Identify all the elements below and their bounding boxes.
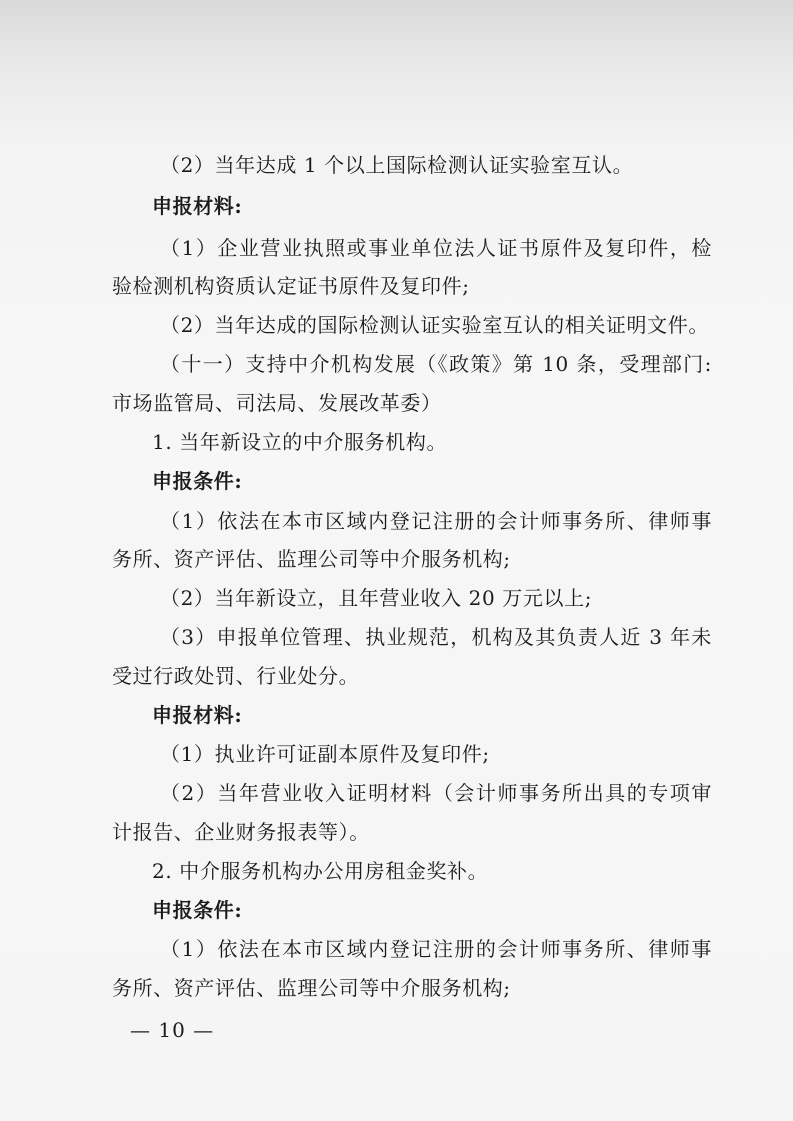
section-heading: 申报材料: — [152, 194, 243, 218]
text-line: 务所、资产评估、监理公司等中介服务机构; — [112, 976, 511, 1000]
text-line: 受过行政处罚、行业处分。 — [112, 664, 360, 688]
text-line: 务所、资产评估、监理公司等中介服务机构; — [112, 547, 511, 571]
section-title: （十一）支持中介机构发展（《政策》第 10 条，受理部门: — [160, 352, 712, 376]
section-heading: 申报条件: — [152, 898, 243, 922]
text-line: （1）执业许可证副本原件及复印件; — [160, 742, 490, 766]
text-line: （2）当年达成的国际检测认证实验室互认的相关证明文件。 — [160, 313, 709, 337]
item-title: 2. 中介服务机构办公用房租金奖补。 — [152, 859, 489, 883]
text-line: （2）当年营业收入证明材料（会计师事务所出具的专项审 — [160, 781, 712, 805]
text-line: （1）依法在本市区域内登记注册的会计师事务所、律师事 — [160, 509, 712, 533]
item-title: 1. 当年新设立的中介服务机构。 — [152, 430, 448, 454]
text-line: （1）企业营业执照或事业单位法人证书原件及复印件，检 — [160, 236, 712, 260]
section-heading: 申报条件: — [152, 469, 243, 493]
text-line: （2）当年达成 1 个以上国际检测认证实验室互认。 — [160, 153, 634, 177]
page-number: — 10 — — [130, 1018, 215, 1042]
text-line: （2）当年新设立，且年营业收入 20 万元以上; — [160, 586, 593, 610]
section-heading: 申报材料: — [152, 703, 243, 727]
text-line: （1）依法在本市区域内登记注册的会计师事务所、律师事 — [160, 937, 712, 961]
text-line: 计报告、企业财务报表等）。 — [112, 820, 370, 844]
text-line: 验检测机构资质认定证书原件及复印件; — [112, 274, 470, 298]
text-line: 市场监管局、司法局、发展改革委） — [112, 391, 442, 415]
text-line: （3）申报单位管理、执业规范，机构及其负责人近 3 年未 — [160, 625, 712, 649]
